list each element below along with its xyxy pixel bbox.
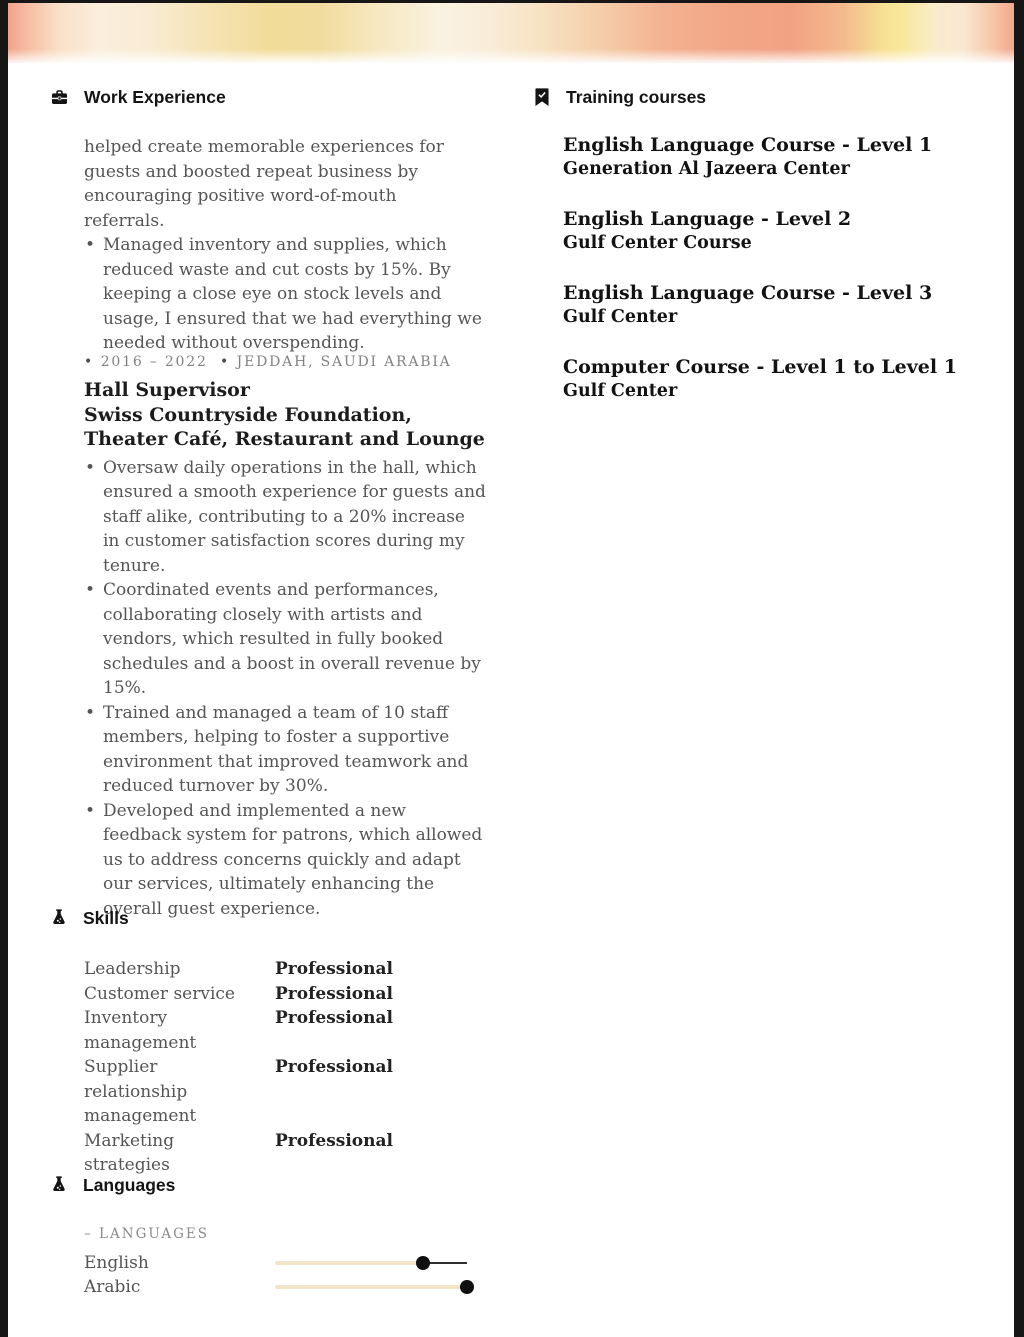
slider-track-fill: [275, 1261, 423, 1265]
skills-table: [84, 957, 486, 1178]
training-courses-list: [563, 133, 965, 429]
course-item: [563, 355, 965, 403]
course-title: English Language Course - Level 1: [563, 134, 933, 156]
experience-bullet: • Coordinated events and performances, collaborating closely with artists and vendors, which resulted in fully booked schedules and a boost in overall revenue by 15%.: [84, 578, 486, 701]
experience-bullet: • Trained and managed a team of 10 staff members, helping to foster a supportive environment that improved teamwork and reduced turnover by 30%.: [84, 701, 486, 799]
course-organization: Gulf Center Course: [563, 233, 752, 253]
course-organization: Generation Al Jazeera Center: [563, 159, 850, 179]
job-title: Hall Supervisor: [84, 379, 250, 401]
skill-level: Professional: [275, 959, 393, 979]
skill-level: Professional: [275, 1008, 393, 1028]
skill-name: Leadership: [84, 959, 181, 979]
slider-track-fill: [275, 1285, 467, 1289]
job-bullet-list: [84, 456, 486, 922]
experience-bullet: • Oversaw daily operations in the hall, which ensured a smooth experience for guests and staff alike, contributing to a 20% increase in customer satisfaction scores during my tenure.: [84, 456, 486, 579]
job-company: Swiss Countryside Foundation, Theater Café, Restaurant and Lounge: [84, 403, 485, 450]
course-item: [563, 281, 965, 329]
course-title: Computer Course - Level 1 to Level 1: [563, 356, 957, 378]
skills-header: [50, 908, 129, 928]
experience-bullet: • Managed inventory and supplies, which reduced waste and cut costs by 15%. By keeping a close eye on stock levels and usage, I ensured that we had everything we needed without overspending.: [84, 233, 482, 356]
carryover-bullet-list: [84, 233, 482, 356]
skill-level: Professional: [275, 983, 393, 1004]
course-item: [563, 133, 965, 181]
course-item: [563, 207, 965, 255]
job-entry: [84, 351, 486, 921]
header-gradient-banner: [8, 3, 1014, 63]
skill-row: [84, 1129, 486, 1178]
skills-title: Skills: [83, 908, 129, 928]
job-location: • JEDDAH, SAUDI ARABIA: [220, 354, 452, 370]
skill-row: [84, 1006, 486, 1055]
training-courses-header: [533, 87, 706, 107]
language-name: Arabic: [84, 1277, 141, 1297]
language-name: English: [84, 1253, 149, 1273]
language-row: [84, 1275, 486, 1299]
skill-level: Professional: [275, 1057, 393, 1077]
skill-name: Customer service: [84, 983, 235, 1004]
job-meta-line: [84, 351, 486, 373]
work-experience-carryover: [84, 135, 482, 356]
resume-page: [8, 3, 1014, 1337]
slider-handle-dot: [416, 1256, 430, 1270]
job-title-block: [84, 378, 486, 452]
flask-icon: [50, 908, 68, 928]
briefcase-icon: [50, 88, 69, 107]
bookmark-check-icon: [533, 87, 551, 107]
skill-row: [84, 1055, 486, 1129]
flask-icon: [50, 1175, 68, 1195]
course-organization: Gulf Center: [563, 307, 678, 327]
skill-level: Professional: [275, 1130, 393, 1151]
course-title: English Language Course - Level 3: [563, 282, 933, 304]
training-courses-title: Training courses: [566, 87, 707, 107]
course-title: English Language - Level 2: [563, 208, 852, 230]
language-proficiency-slider: [275, 1275, 467, 1299]
skill-row: [84, 957, 486, 982]
languages-block: [84, 1223, 486, 1299]
job-dates: • 2016 – 2022: [84, 354, 208, 370]
skill-name: Marketing strategies: [84, 1130, 175, 1175]
course-organization: Gulf Center: [563, 381, 678, 401]
skill-name: Supplier relationship management: [84, 1057, 197, 1126]
work-experience-title: Work Experience: [84, 87, 226, 107]
skill-row: [84, 982, 486, 1007]
language-row: [84, 1251, 486, 1275]
slider-handle-dot: [460, 1280, 474, 1294]
language-proficiency-slider: [275, 1251, 467, 1275]
carryover-paragraph: helped create memorable experiences for guests and boosted repeat business by encouraging positive word-of-mouth referrals.: [84, 137, 444, 231]
languages-header: [50, 1175, 175, 1195]
languages-group-label: – LANGUAGES: [84, 1226, 209, 1242]
languages-title: Languages: [83, 1175, 176, 1195]
work-experience-header: [50, 87, 226, 107]
skill-name: Inventory management: [84, 1008, 197, 1053]
experience-bullet: • Developed and implemented a new feedback system for patrons, which allowed us to address concerns quickly and adapt our services, ultimately enhancing the overall guest experience.: [84, 799, 486, 922]
